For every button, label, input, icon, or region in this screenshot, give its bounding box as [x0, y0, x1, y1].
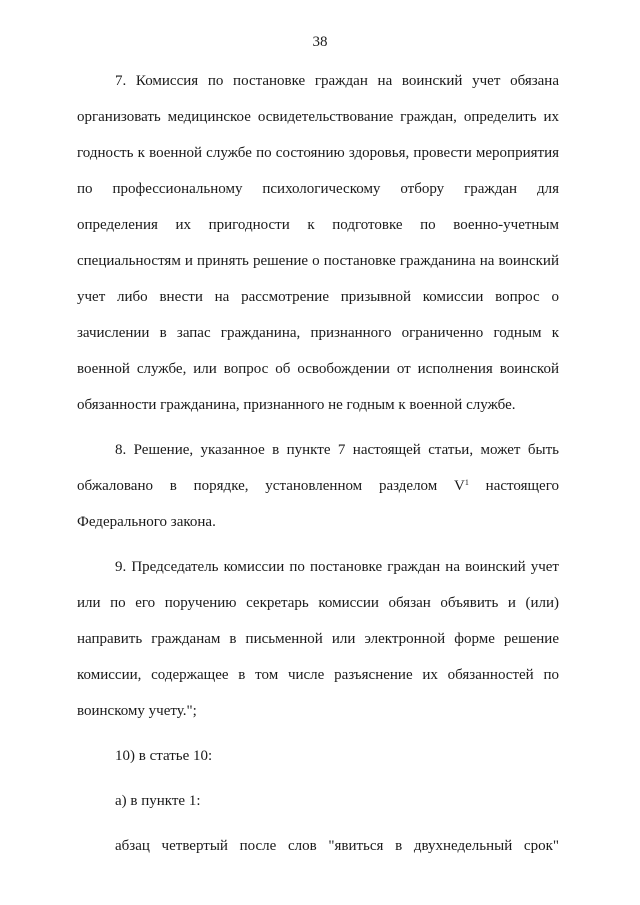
- section-superscript: 1: [464, 478, 469, 487]
- paragraph-7: 7. Комиссия по постановке граждан на воинский учет обязана организовать медицинское освидетельствование граждан, определить их годность к военной службе по состоянию здоровья, провести мероприятия по профессиональному психологическому отбору граждан для определения их пригодности к подготовке по военно-учетным специальностям и принять решение о постановке гражданина на воинский учет либо внести на рассмотрение призывной комиссии вопрос о зачислении в запас гражданина, признанного ограниченно годным к военной службе, или вопрос об освобождении от исполнения воинской обязанности гражданина, признанного не годным к военной службе.: [77, 73, 559, 413]
- paragraph-9: 9. Председатель комиссии по постановке граждан на воинский учет или по его поручению секретарь комиссии обязан объявить и (или) направить гражданам в письменной или электронной форме решение комиссии, содержащее в том числе разъяснение их обязанностей по воинскому учету.";: [77, 559, 559, 719]
- page-number: 38: [312, 34, 328, 50]
- subitem-a-heading: а) в пункте 1:: [115, 793, 201, 809]
- paragraph-8: [77, 432, 559, 540]
- document-body: [77, 63, 559, 864]
- paragraph-amendment-text: абзац четвертый после слов "явиться в двухнедельный срок": [115, 838, 559, 854]
- paragraph-8-text-after: настоящего Федерального закона.: [77, 478, 559, 530]
- item-10-heading: 10) в статье 10:: [115, 748, 213, 764]
- paragraph-8-text-before: 8. Решение, указанное в пункте 7 настоящей статьи, может быть обжаловано в порядке, установленном разделом V: [77, 442, 559, 494]
